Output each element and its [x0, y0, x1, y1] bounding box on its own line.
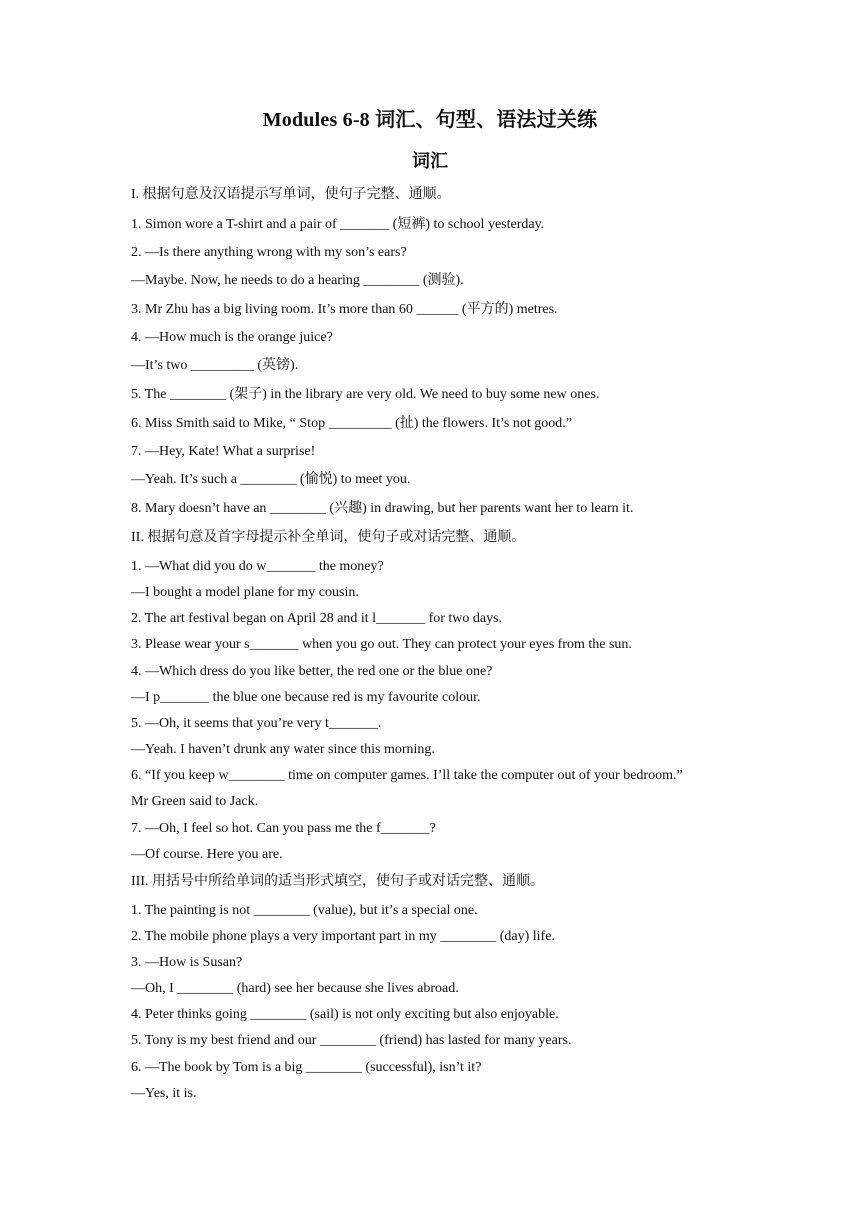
question-line: 4. —How much is the orange juice? — [131, 330, 333, 345]
question-line: 1. —What did you do w_______ the money? — [131, 559, 384, 574]
question-line-continued: Mr Green said to Jack. — [131, 794, 259, 809]
section-heading: 词汇 — [412, 151, 448, 171]
question-line: 6. —The book by Tom is a big ________ (successful), isn’t it? — [131, 1060, 482, 1075]
question-line: 7. —Hey, Kate! What a surprise! — [131, 444, 316, 459]
answer-line: —I p_______ the blue one because red is my favourite colour. — [131, 690, 481, 705]
answer-line: —Yes, it is. — [131, 1086, 197, 1101]
question-line: 6. “If you keep w________ time on computer games. I’ll take the computer out of your bedroom.” — [131, 768, 683, 783]
question-line: 4. —Which dress do you like better, the red one or the blue one? — [131, 664, 493, 679]
answer-line: —Yeah. I haven’t drunk any water since this morning. — [131, 742, 435, 757]
question-line: 7. —Oh, I feel so hot. Can you pass me the f_______? — [131, 821, 436, 836]
question-line: 3. —How is Susan? — [131, 955, 243, 970]
question-line: 2. The art festival began on April 28 and it l_______ for two days. — [131, 611, 503, 626]
answer-line: —It’s two _________ (英镑). — [131, 358, 299, 373]
question-line: 3. Mr Zhu has a big living room. It’s more than 60 ______ (平方的) metres. — [131, 302, 558, 317]
answer-line: —Of course. Here you are. — [131, 847, 283, 862]
answer-line: —Yeah. It’s such a ________ (愉悦) to meet you. — [131, 472, 411, 487]
question-line: 4. Peter thinks going ________ (sail) is not only exciting but also enjoyable. — [131, 1007, 559, 1022]
question-line: 2. —Is there anything wrong with my son’s ears? — [131, 245, 407, 260]
section-2-instruction: II. 根据句意及首字母提示补全单词，使句子或对话完整、通顺。 — [131, 530, 526, 545]
question-line: 5. The ________ (架子) in the library are very old. We need to buy some new ones. — [131, 387, 600, 402]
answer-line: —Oh, I ________ (hard) see her because she lives abroad. — [131, 981, 459, 996]
question-line: 2. The mobile phone plays a very important part in my ________ (day) life. — [131, 929, 555, 944]
question-line: 5. —Oh, it seems that you’re very t_______. — [131, 716, 382, 731]
section-3-instruction: III. 用括号中所给单词的适当形式填空，使句子或对话完整、通顺。 — [131, 874, 544, 889]
question-line: 6. Miss Smith said to Mike, “ Stop _________ (扯) the flowers. It’s not good.” — [131, 416, 572, 431]
answer-line: —Maybe. Now, he needs to do a hearing ________ (测验). — [131, 273, 464, 288]
section-1-instruction: I. 根据句意及汉语提示写单词，使句子完整、通顺。 — [131, 187, 451, 202]
question-line: 1. Simon wore a T-shirt and a pair of _______ (短裤) to school yesterday. — [131, 217, 545, 232]
question-line: 8. Mary doesn’t have an ________ (兴趣) in drawing, but her parents want her to learn it. — [131, 501, 634, 516]
question-line: 3. Please wear your s_______ when you go out. They can protect your eyes from the sun. — [131, 637, 632, 652]
document-title: Modules 6-8 词汇、句型、语法过关练 — [262, 109, 598, 131]
answer-line: —I bought a model plane for my cousin. — [131, 585, 359, 600]
question-line: 1. The painting is not ________ (value), but it’s a special one. — [131, 903, 478, 918]
question-line: 5. Tony is my best friend and our ________ (friend) has lasted for many years. — [131, 1033, 572, 1048]
